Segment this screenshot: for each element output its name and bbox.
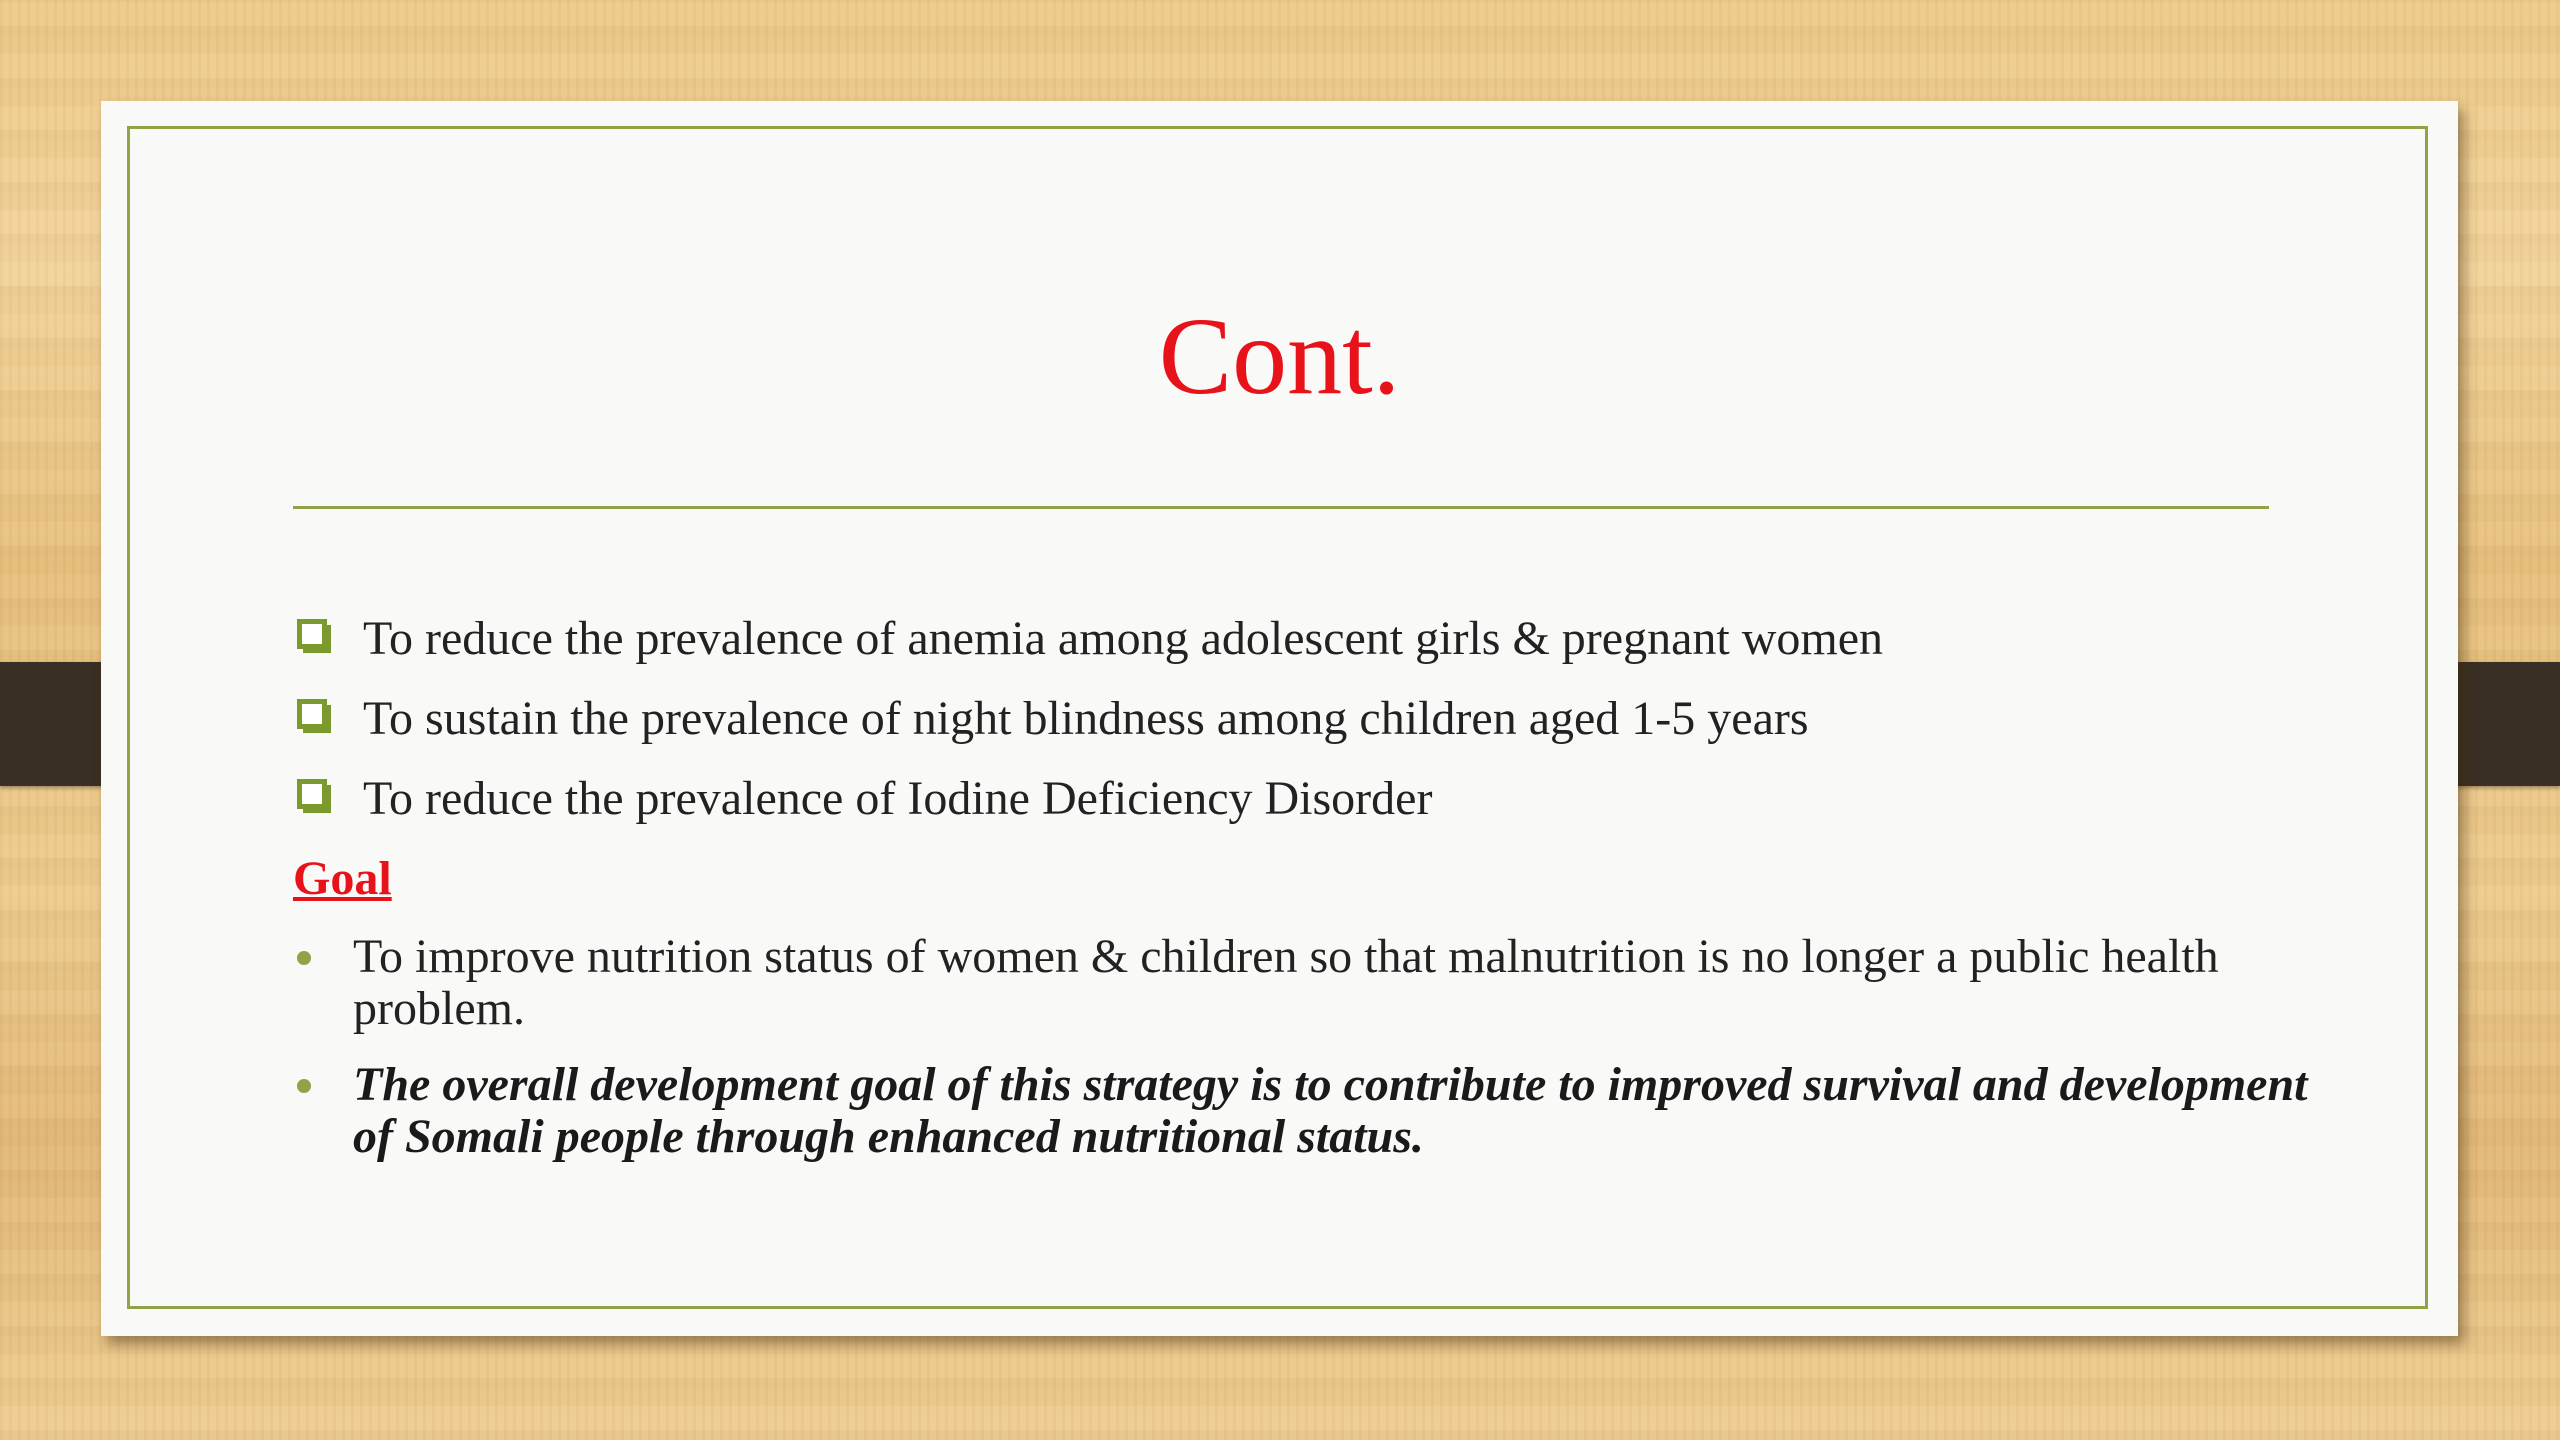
objective-item <box>293 771 2353 851</box>
slide-title: Cont. <box>1158 295 1401 417</box>
goal-text: To improve nutrition status of women & children so that malnutrition is no longer a public health problem. <box>353 930 2219 1035</box>
dot-bullet-icon <box>297 1079 311 1093</box>
objective-item <box>293 691 2353 771</box>
goal-heading: Goal <box>293 852 392 905</box>
title-divider <box>293 506 2269 509</box>
checkbox-icon <box>297 619 327 649</box>
checkbox-icon <box>297 779 327 809</box>
dot-bullet-icon <box>297 951 311 965</box>
slide <box>101 101 2458 1336</box>
objective-text: To sustain the prevalence of night blindness among children aged 1-5 years <box>363 692 1809 745</box>
checkbox-icon <box>297 699 327 729</box>
objective-item <box>293 611 2353 691</box>
objective-text: To reduce the prevalence of anemia among adolescent girls & pregnant women <box>363 612 1884 665</box>
goal-item <box>293 1059 2333 1163</box>
slide-content <box>293 611 2353 1187</box>
objective-text: To reduce the prevalence of Iodine Deficiency Disorder <box>363 772 1433 825</box>
goal-text: The overall development goal of this strategy is to contribute to improved survival and development of Somali people through enhanced nutritional status. <box>353 1058 2308 1163</box>
goal-item <box>293 931 2333 1035</box>
